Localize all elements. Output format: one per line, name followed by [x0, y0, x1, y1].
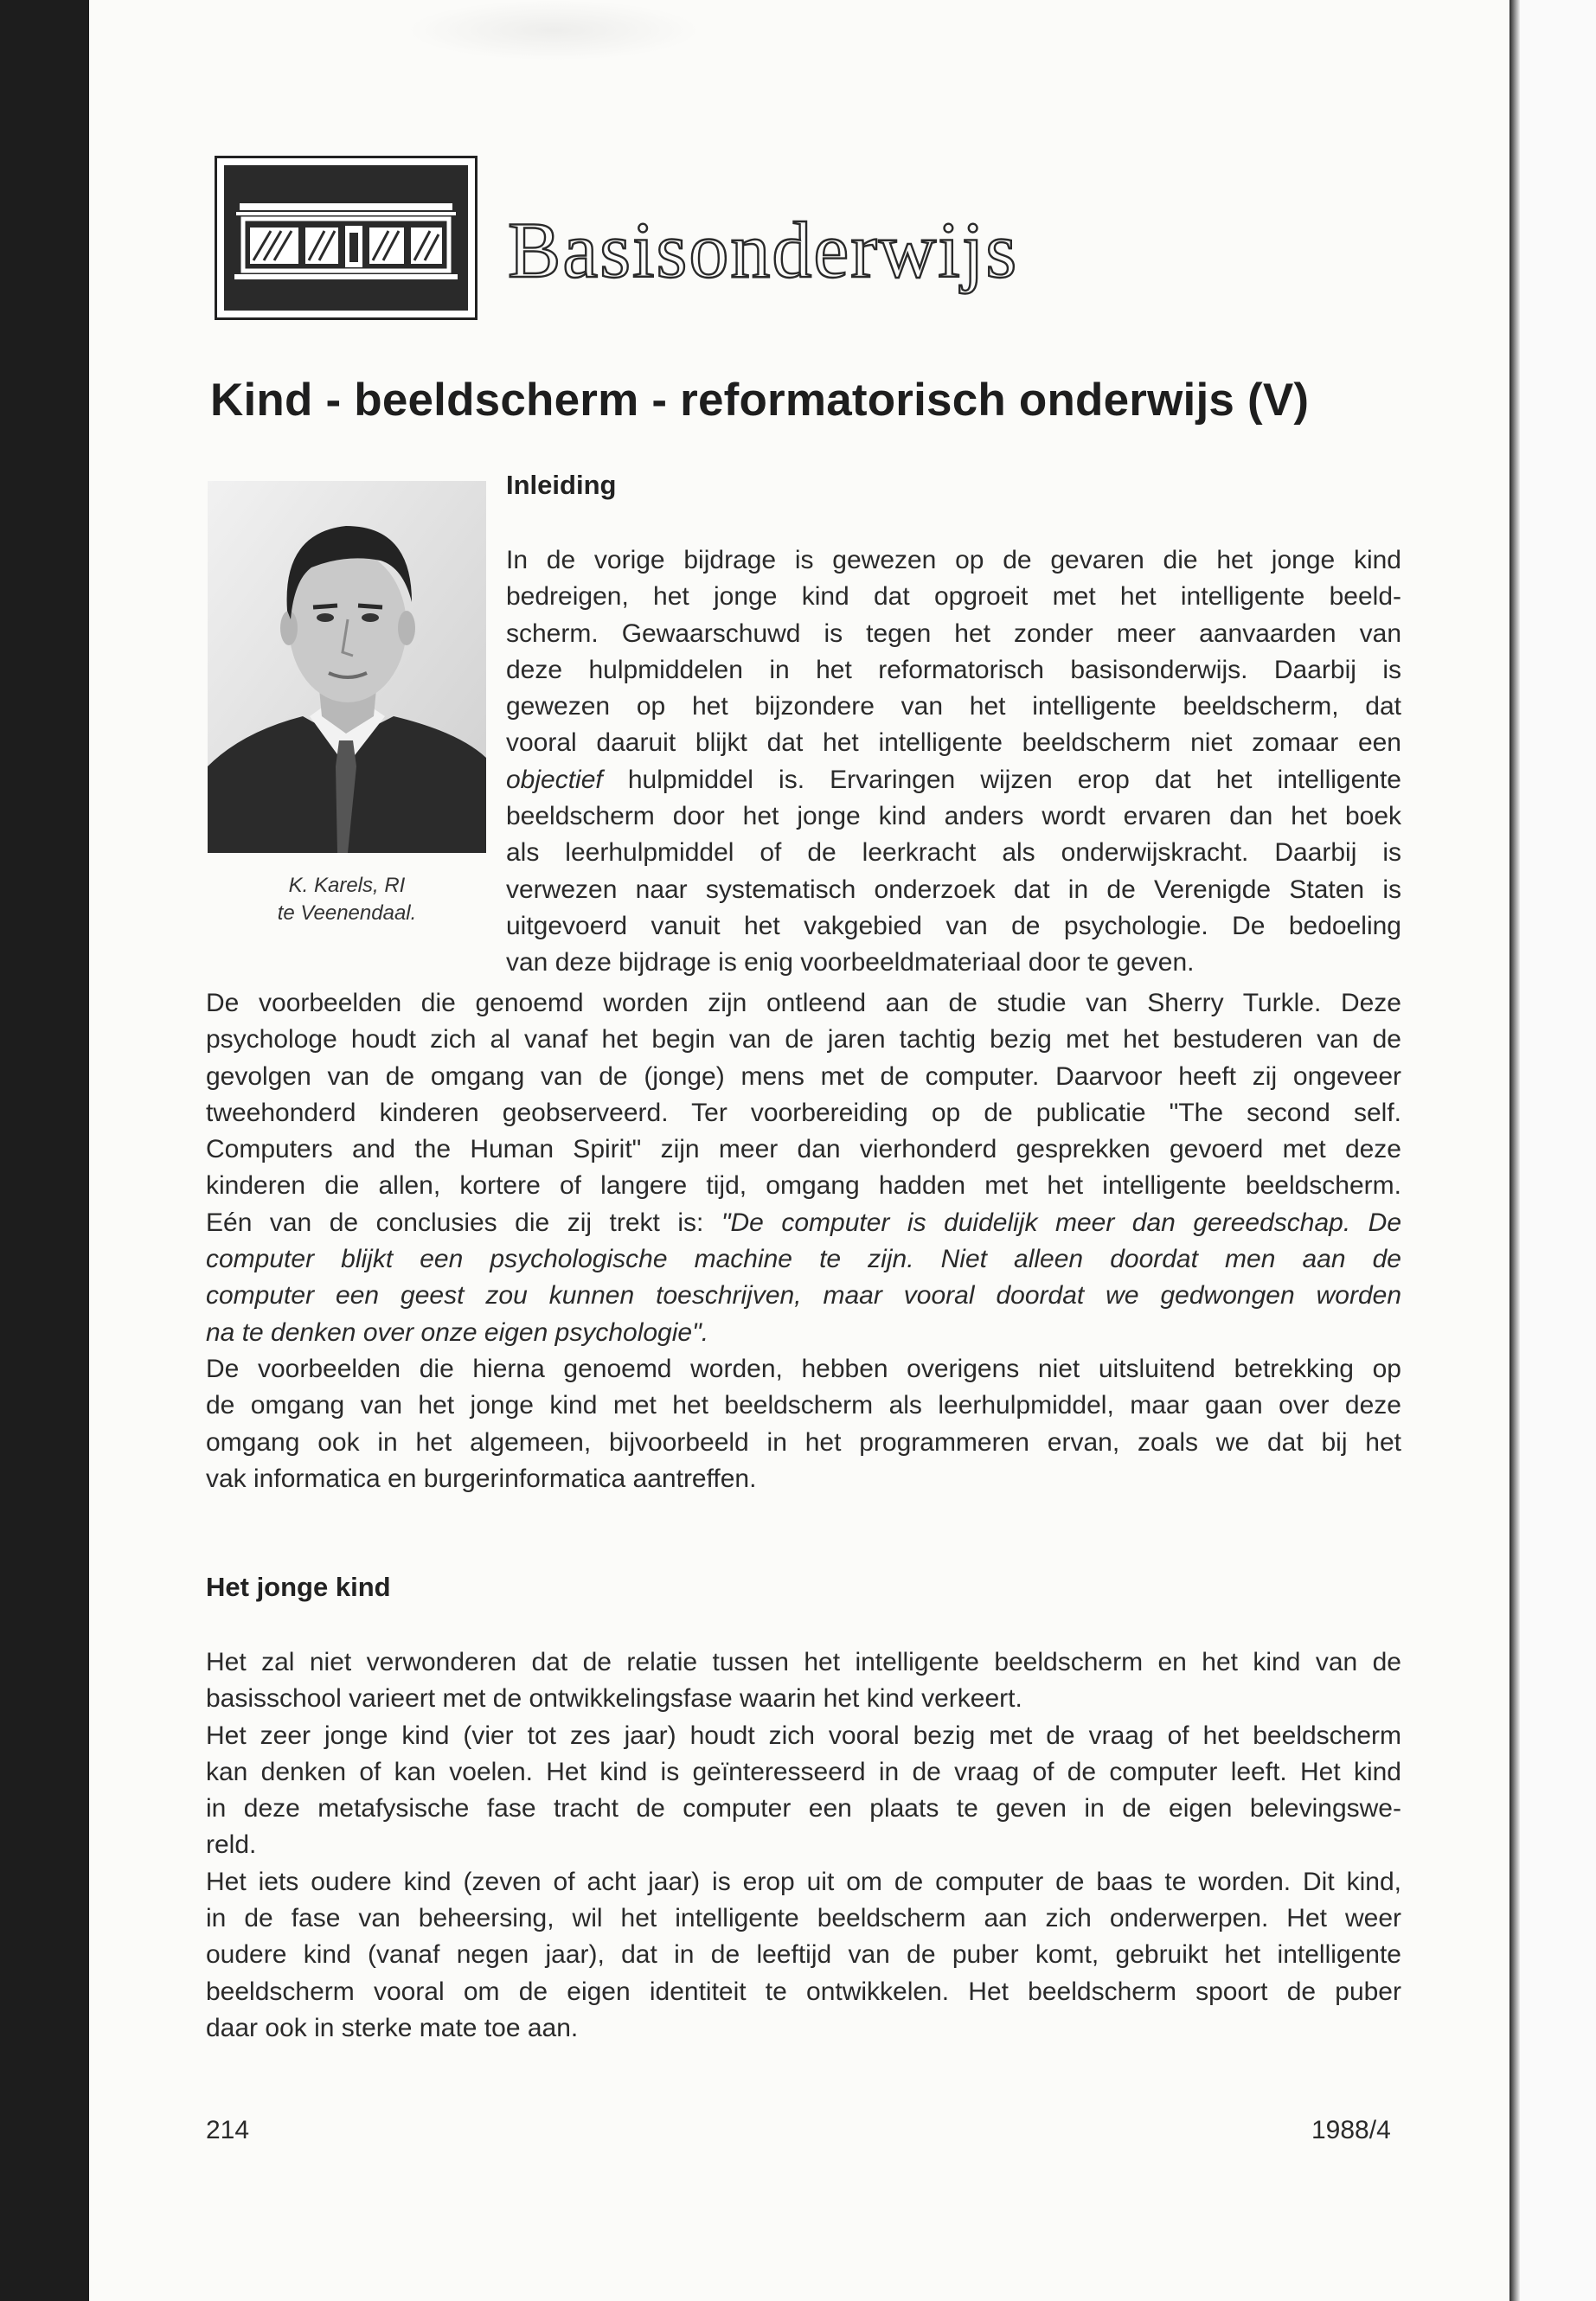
author-photo	[208, 481, 486, 853]
text-line: gevolgen van de omgang van de (jonge) mens met de computer. Daarvoor heeft zij ongeveer	[206, 1061, 1401, 1091]
text-line: beeldscherm door het jonge kind anders wordt ervaren dan het boek	[506, 802, 1401, 831]
quote-text: "De computer is duidelijk meer dan gereedschap. De	[721, 1208, 1401, 1237]
scan-smudge	[407, 0, 701, 61]
text-line: in de fase van beheersing, wil het intelligente beeldscherm aan zich onderwerpen. Het weer	[206, 1904, 1401, 1933]
text-line: tweehonderd kinderen geobserveerd. Ter voorbereiding op de publicatie "The second self.	[206, 1098, 1401, 1127]
section-paragraph	[206, 1644, 1401, 2047]
text-line: deze hulpmiddelen in het reformatorisch basisonderwijs. Daarbij is	[506, 655, 1401, 684]
text-line: kan denken of kan voelen. Het kind is geïnteresseerd in de vraag of de computer leeft. Het kind	[206, 1757, 1401, 1786]
text-line: kinderen die allen, kortere of langere tijd, omgang hadden met het intelligente beeldscherm.	[206, 1171, 1401, 1201]
text-line: als leerhulpmiddel of de leerkracht als onderwijskracht. Daarbij is	[506, 838, 1401, 868]
text-line: beeldscherm vooral om de eigen identiteit te ontwikkelen. Het beeldscherm spoort de puber	[206, 1977, 1401, 2006]
intro-paragraph	[506, 542, 1401, 982]
article-title: Kind - beeldscherm - reformatorisch onderwijs (V)	[210, 375, 1310, 426]
body-paragraph-1	[206, 985, 1401, 1351]
section-header	[508, 201, 1165, 296]
text-line: gewezen op het bijzondere van het intelligente beeldscherm, dat	[506, 692, 1401, 721]
text-line: van deze bijdrage is enig voorbeeldmateriaal door te geven.	[506, 948, 1195, 977]
text-line: vak informatica en burgerinformatica aantreffen.	[206, 1464, 757, 1493]
text-line	[506, 762, 1401, 798]
author-location: te Veenendaal.	[277, 901, 417, 925]
quote-text: computer blijkt een psychologische machine te zijn. Niet alleen doordat men aan de	[206, 1245, 1401, 1274]
text-line: psychologe houdt zich al vanaf het begin van de jaren tachtig bezig met het bestuderen van de	[206, 1025, 1401, 1054]
text-line: De voorbeelden die hierna genoemd worden, hebben overigens niet uitsluitend betrekking op	[206, 1355, 1401, 1383]
quote-line	[206, 1315, 1401, 1351]
text-fragment: hulpmiddel is. Ervaringen wijzen erop dat het intelligente	[602, 765, 1401, 794]
text-line: bedreigen, het jonge kind dat opgroeit met het intelligente beeld-	[506, 582, 1401, 612]
text-line: daar ook in sterke mate toe aan.	[206, 2013, 579, 2042]
text-line: omgang ook in het algemeen, bijvoorbeeld in het programmeren ervan, zoals we dat bij het	[206, 1427, 1401, 1457]
text-line: Het zal niet verwonderen dat de relatie tussen het intelligente beeldscherm en het kind van de	[206, 1648, 1401, 1676]
text-line: Het iets oudere kind (zeven of acht jaar) is erop uit om de computer de baas te worden. Dit kind,	[206, 1867, 1401, 1896]
section-heading: Het jonge kind	[206, 1572, 391, 1602]
school-building-icon	[217, 158, 475, 317]
quote-line	[206, 1278, 1401, 1314]
intro-heading: Inleiding	[506, 470, 617, 500]
quote-line	[206, 1241, 1401, 1278]
author-caption	[208, 872, 486, 927]
quote-intro: Eén van de conclusies die zij trekt is:	[206, 1208, 721, 1237]
page-edge	[1509, 0, 1596, 2301]
body-paragraph-2	[206, 1351, 1401, 1497]
italic-word: objectief	[506, 765, 603, 794]
text-line: Computers and the Human Spirit" zijn meer dan vierhonderd gesprekken gevoerd met deze	[206, 1135, 1401, 1164]
school-building-logo	[215, 156, 478, 320]
author-name: K. Karels, RI	[288, 874, 406, 897]
text-line: reld.	[206, 1830, 257, 1860]
text-line: de omgang van het jonge kind met het beeldscherm als leerhulpmiddel, maar gaan over deze	[206, 1391, 1401, 1420]
text-line: In de vorige bijdrage is gewezen op de gevaren die het jonge kind	[506, 546, 1401, 574]
quote-text: computer een geest zou kunnen toeschrijven, maar vooral doordat we gedwongen worden	[206, 1281, 1401, 1311]
text-line: vooral daaruit blijkt dat het intelligente beeldscherm niet zomaar een	[506, 728, 1401, 758]
text-line: in deze metafysische fase tracht de computer een plaats te geven in de eigen belevingswe-	[206, 1794, 1401, 1823]
quote-text: na te denken over onze eigen psychologie".	[206, 1317, 709, 1347]
page-number: 214	[206, 2116, 250, 2144]
text-line: scherm. Gewaarschuwd is tegen het zonder meer aanvaarden van	[506, 619, 1401, 648]
text-line: uitgevoerd vanuit het vakgebied van de psychologie. De bedoeling	[506, 911, 1401, 940]
text-line: oudere kind (vanaf negen jaar), dat in de leeftijd van de puber komt, gebruikt het intelligente	[206, 1940, 1401, 1970]
text-line: De voorbeelden die genoemd worden zijn ontleend aan de studie van Sherry Turkle. Deze	[206, 989, 1401, 1017]
text-line: verwezen naar systematisch onderzoek dat in de Verenigde Staten is	[506, 875, 1401, 904]
text-line: basisschool varieert met de ontwikkelingsfase waarin het kind verkeert.	[206, 1684, 1022, 1714]
text-line: Het zeer jonge kind (vier tot zes jaar) houdt zich vooral bezig met de vraag of het beeldscherm	[206, 1721, 1401, 1750]
text-line	[206, 1205, 1401, 1241]
issue-number: 1988/4	[1311, 2116, 1391, 2144]
section-name: Basisonderwijs	[508, 206, 1019, 294]
